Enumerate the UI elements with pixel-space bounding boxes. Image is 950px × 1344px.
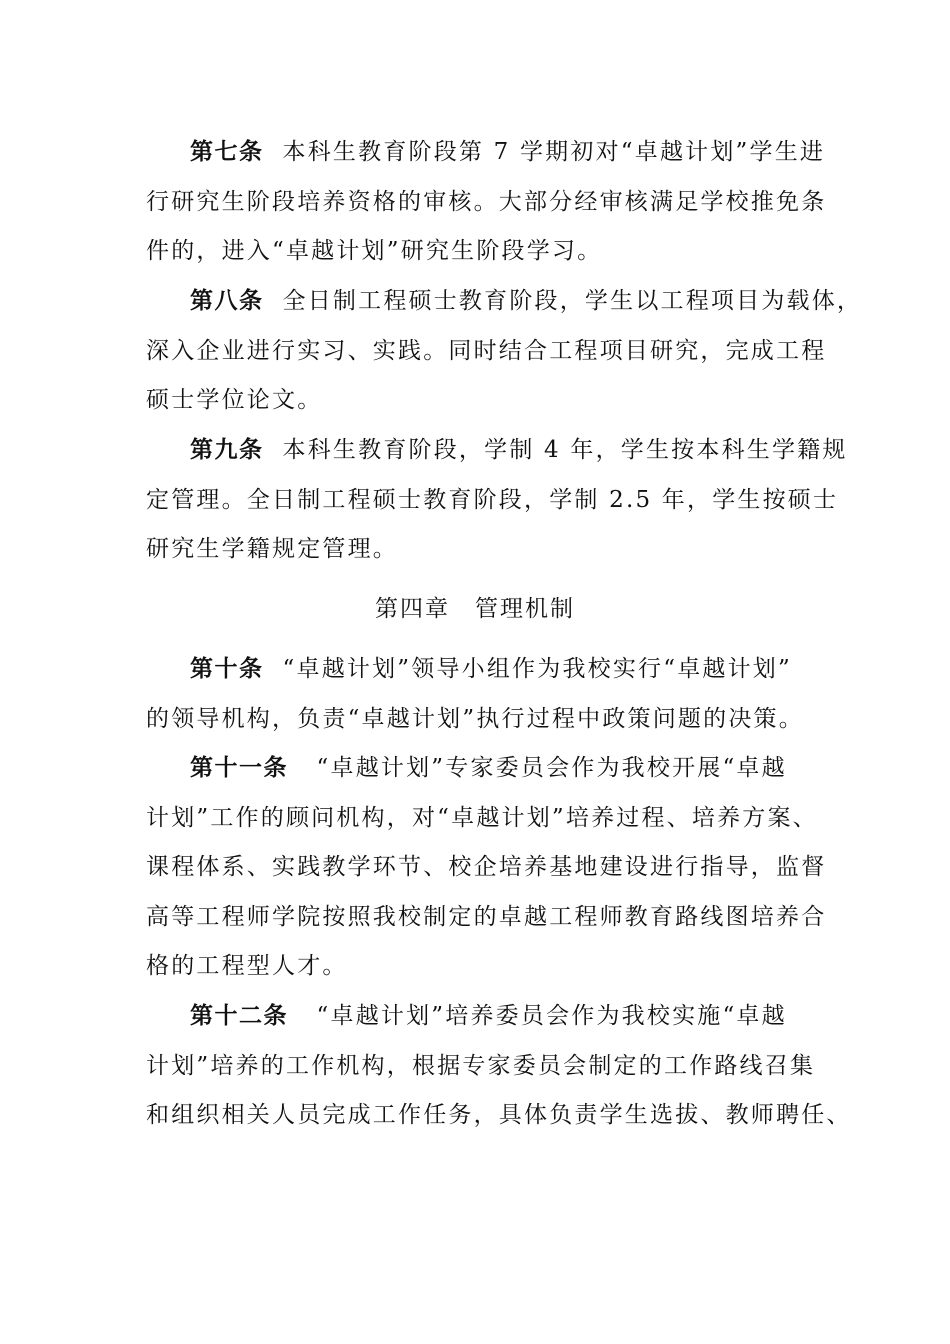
- article-10-line-1: [190, 654, 792, 684]
- article-10-line-2: 的领导机构，负责“卓越计划”执行过程中政策问题的决策。: [146, 706, 804, 732]
- article-10-label: 第十条: [190, 656, 264, 682]
- article-12-line-2: 计划”培养的工作机构，根据专家委员会制定的工作路线召集: [146, 1053, 816, 1079]
- article-12-line-3: 和组织相关人员完成工作任务，具体负责学生选拔、教师聘任、: [146, 1102, 852, 1128]
- article-9-line-3: 研究生学籍规定管理。: [146, 536, 398, 562]
- article-11-line-1: [190, 753, 787, 783]
- article-11-line-4: 高等工程师学院按照我校制定的卓越工程师教育路线图培养合: [146, 904, 827, 930]
- chapter-heading: 第四章 管理机制: [375, 596, 575, 622]
- article-8-line-2: 深入企业进行实习、实践。同时结合工程项目研究，完成工程: [146, 338, 827, 364]
- article-11-label: 第十一条: [190, 755, 288, 781]
- article-8-line-1: [190, 286, 862, 316]
- article-7-line-2: 行研究生阶段培养资格的审核。大部分经审核满足学校推免条: [146, 189, 827, 215]
- article-9-line-2: 定管理。全日制工程硕士教育阶段，学制 2.5 年，学生按硕士: [146, 487, 839, 513]
- article-7-label: 第七条: [190, 139, 264, 165]
- article-9-line-1: [190, 435, 848, 465]
- article-11-text-1: “卓越计划”专家委员会作为我校开展“卓越: [316, 755, 787, 781]
- article-8-label: 第八条: [190, 288, 264, 314]
- article-10-text-1: “卓越计划”领导小组作为我校实行“卓越计划”: [282, 656, 792, 682]
- article-9-text-1: 本科生教育阶段，学制 4 年，学生按本科生学籍规: [282, 437, 848, 463]
- article-8-line-3: 硕士学位论文。: [146, 387, 323, 413]
- article-9-label: 第九条: [190, 437, 264, 463]
- article-11-line-3: 课程体系、实践教学环节、校企培养基地建设进行指导，监督: [146, 854, 827, 880]
- article-8-text-1: 全日制工程硕士教育阶段，学生以工程项目为载体，: [282, 288, 863, 314]
- article-7-line-1: [190, 137, 825, 167]
- article-11-line-2: 计划”工作的顾问机构，对“卓越计划”培养过程、培养方案、: [146, 805, 818, 831]
- article-7-text-1: 本科生教育阶段第 7 学期初对“卓越计划”学生进: [282, 139, 826, 165]
- article-12-label: 第十二条: [190, 1003, 288, 1029]
- article-11-line-5: 格的工程型人才。: [146, 953, 348, 979]
- article-12-line-1: [190, 1001, 787, 1031]
- article-12-text-1: “卓越计划”培养委员会作为我校实施“卓越: [316, 1003, 787, 1029]
- article-7-line-3: 件的，进入“卓越计划”研究生阶段学习。: [146, 238, 603, 264]
